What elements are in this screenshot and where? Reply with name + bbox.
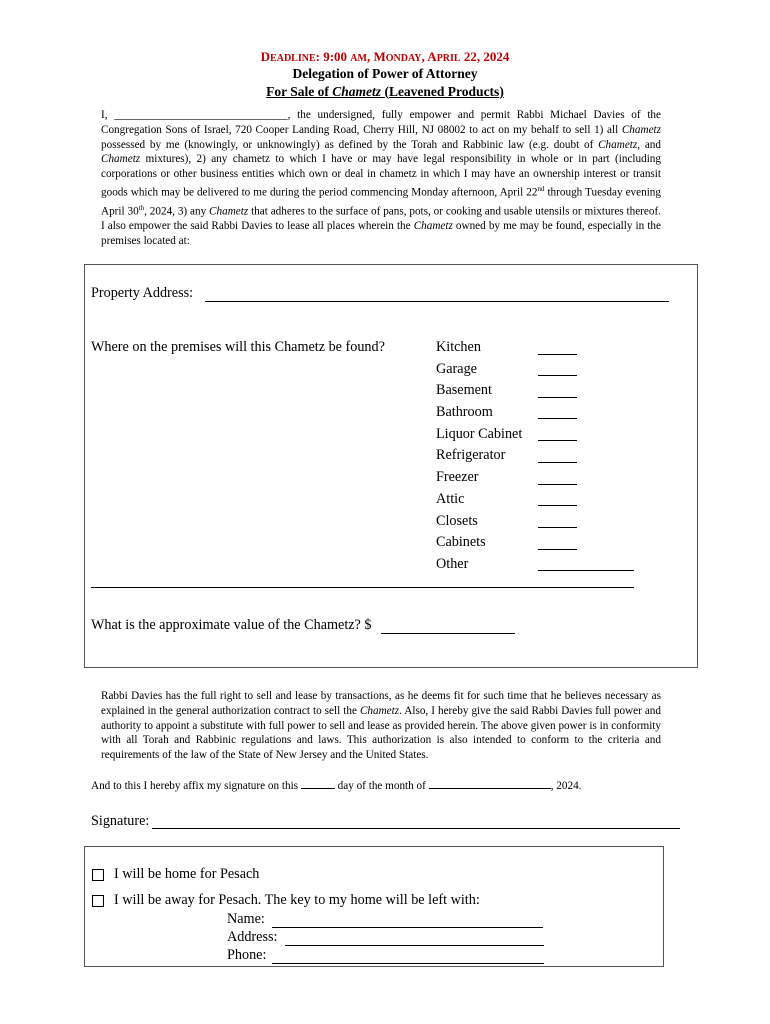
property-address-label: Property Address: — [91, 285, 194, 301]
key-holder-address-field[interactable] — [285, 945, 544, 946]
location-field-bathroom[interactable] — [538, 418, 577, 419]
home-for-pesach-checkbox[interactable] — [92, 869, 104, 881]
home-for-pesach-label: I will be home for Pesach — [114, 866, 260, 882]
delegation-paragraph: I, _______________________________, the undersigned, fully empower and permit Rabbi Michael Davies of the Congregation Sons of Israel, 720 Cooper Landing Road, Cherry Hill, NJ 08002 to act on my behalf to sell 1) all Chametz possessed by me (knowingly, or unknowingly) as defined by the Torah and Rabbinic law (e.g. doubt of Chametz, and Chametz mixtures), 2) any chametz to which I have or may have legal responsibility in whole or in part (including corporations or other business entities which own or deal in chametz in which I may have an ownership interest or transit goods which may be delivered to me during the period commencing Monday afternoon, April 22nd through Tuesday evening April 30th, 2024, 3) any Chametz that adheres to the surface of pans, pots, or cooking and usable utensils or mixtures thereof. I also empower the said Rabbi Davies to lease all places wherein the Chametz owned by me may be found, especially in the premises located at: — [101, 109, 661, 247]
location-field-basement[interactable] — [538, 397, 577, 398]
location-field-attic[interactable] — [538, 505, 577, 506]
location-field-other[interactable] — [538, 570, 634, 571]
key-holder-address-label: Address: — [227, 929, 278, 945]
location-label-refrigerator: Refrigerator — [436, 447, 506, 463]
location-field-liquor-cabinet[interactable] — [538, 440, 577, 441]
away-for-pesach-label: I will be away for Pesach. The key to my home will be left with: — [114, 892, 480, 908]
location-label-basement: Basement — [436, 382, 492, 398]
property-address-field[interactable] — [205, 301, 669, 302]
location-label-bathroom: Bathroom — [436, 404, 493, 420]
location-field-freezer[interactable] — [538, 484, 577, 485]
location-label-freezer: Freezer — [436, 469, 479, 485]
document-title: Delegation of Power of Attorney — [292, 66, 478, 81]
location-label-kitchen: Kitchen — [436, 339, 481, 355]
location-label-liquor-cabinet: Liquor Cabinet — [436, 426, 523, 442]
location-field-closets[interactable] — [538, 527, 577, 528]
chametz-value-label: What is the approximate value of the Chametz? $ — [91, 617, 372, 633]
location-label-garage: Garage — [436, 361, 477, 377]
location-label-cabinets: Cabinets — [436, 534, 486, 550]
key-holder-name-field[interactable] — [272, 927, 543, 928]
key-holder-name-label: Name: — [227, 911, 265, 927]
location-field-cabinets[interactable] — [538, 549, 577, 550]
key-holder-phone-field[interactable] — [272, 963, 544, 964]
location-label-attic: Attic — [436, 491, 465, 507]
other-details-field[interactable] — [91, 587, 634, 588]
location-label-closets: Closets — [436, 513, 478, 529]
chametz-value-field[interactable] — [381, 633, 515, 634]
location-field-refrigerator[interactable] — [538, 462, 577, 463]
signature-day-field[interactable] — [301, 779, 335, 789]
location-label-other: Other — [436, 556, 469, 572]
key-holder-phone-label: Phone: — [227, 947, 267, 963]
signature-month-field[interactable] — [429, 779, 551, 789]
premises-box — [84, 264, 698, 668]
location-field-garage[interactable] — [538, 375, 577, 376]
affix-signature-line: And to this I hereby affix my signature on this day of the month of , 2024. — [91, 780, 582, 792]
away-for-pesach-checkbox[interactable] — [92, 895, 104, 907]
authority-paragraph: Rabbi Davies has the full right to sell and lease by transactions, as he deems fit for such time that he believes necessary as explained in the general authorization contract to sell the Chametz. Also, I hereby give the said Rabbi Davies full power and authority to appoint a substitute with full power to sell and lease as provided herein. The above given power is in conformity with all Torah and Rabbinic regulations and laws. This authorization is also intended to conform to the criteria and requirements of the law of the State of New Jersey and the United States. — [101, 690, 661, 762]
deadline-line: DEADLINE: 9:00 AM, MONDAY, APRIL 22, 2024 — [260, 49, 510, 64]
chametz-location-question: Where on the premises will this Chametz be found? — [91, 339, 385, 355]
signature-field[interactable] — [152, 828, 680, 829]
document-subtitle: For Sale of Chametz (Leavened Products) — [266, 84, 504, 99]
signature-label: Signature: — [91, 813, 150, 829]
location-field-kitchen[interactable] — [538, 354, 577, 355]
